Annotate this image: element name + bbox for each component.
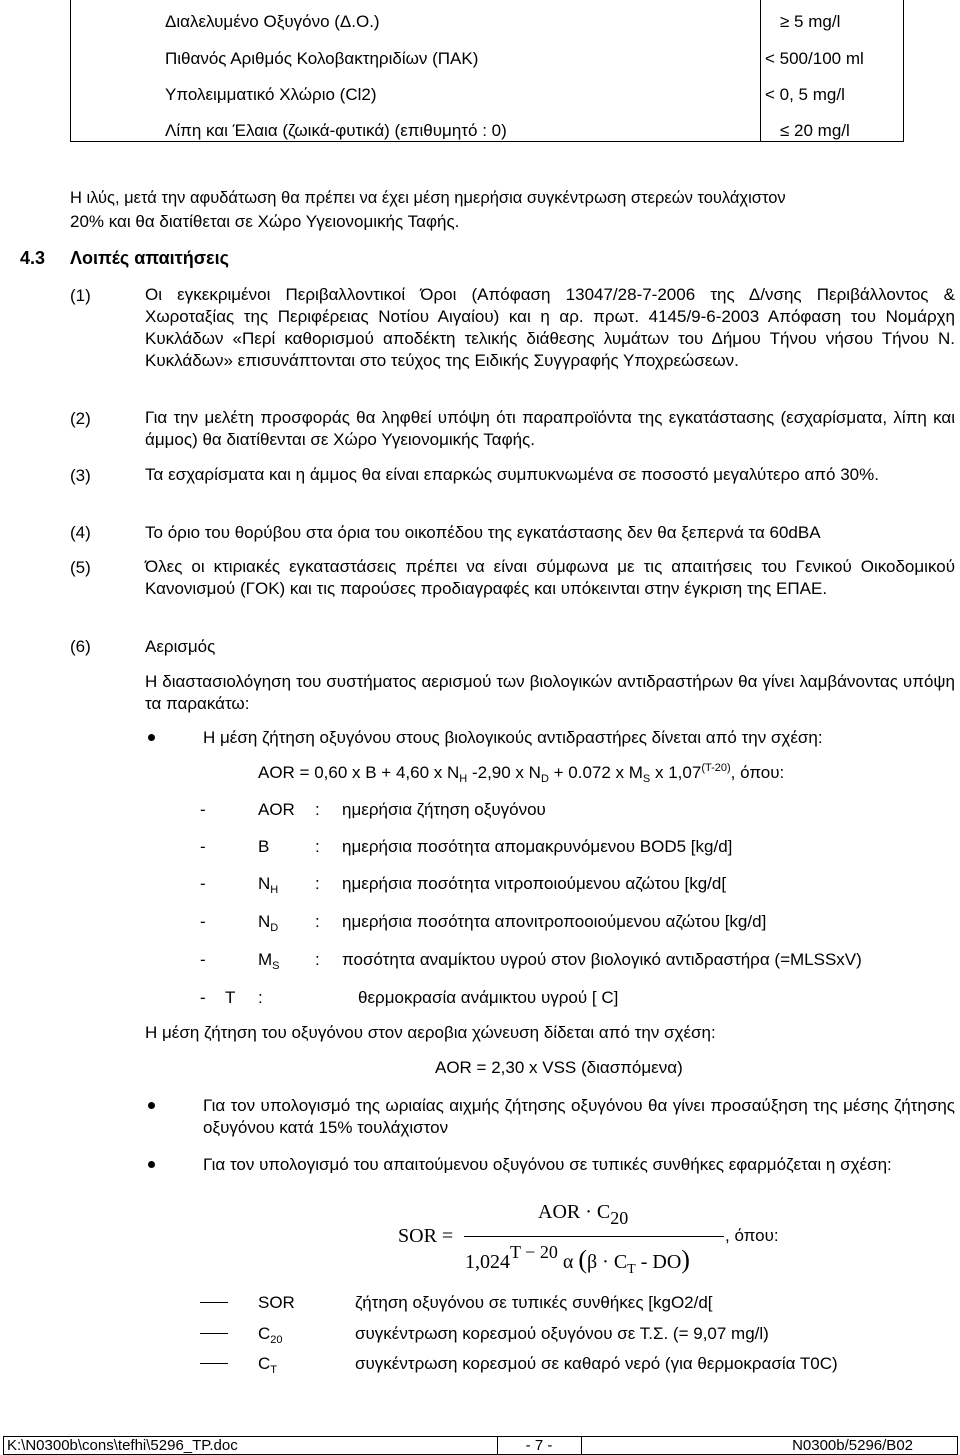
def-desc-nd: ημερήσια ποσότητα απονιτροποοιούμενου αζώτου [kg/d] bbox=[342, 912, 767, 931]
item-number-6: (6) bbox=[70, 637, 91, 656]
sor-fraction-bar bbox=[464, 1236, 724, 1237]
table-value-2: < 500/100 ml bbox=[765, 49, 864, 68]
sor-lhs: SOR = bbox=[398, 1225, 454, 1247]
formula-aor-sup: (T-20) bbox=[701, 762, 731, 774]
formula-aor-sub: H bbox=[459, 773, 468, 785]
footer-file-path: K:\N0300b\cons\tefhi\5296_TP.doc bbox=[7, 1437, 238, 1454]
sor-denominator bbox=[465, 1242, 690, 1277]
bullet-2 bbox=[148, 1102, 155, 1109]
def-symbol-aor bbox=[258, 800, 295, 820]
def-symbol-nd bbox=[258, 912, 278, 932]
def-symbol-text: AOR bbox=[258, 800, 295, 819]
sor-den-beta: β · C bbox=[586, 1251, 628, 1273]
table-column-divider bbox=[760, 0, 761, 141]
table-value-1: ≥ 5 mg/l bbox=[780, 12, 841, 31]
def-symbol-ms bbox=[258, 950, 280, 970]
def-desc-ms: ποσότητα αναμίκτου υγρού στον βιολογικό αντιδραστήρα (=MLSSxV) bbox=[342, 950, 862, 969]
sor-def-desc: συγκέντρωση κορεσμού οξυγόνου σε Τ.Σ. (= 9,07 mg/l) bbox=[355, 1324, 769, 1343]
sor-def-symbol bbox=[258, 1324, 283, 1344]
sor-numerator-text: AOR · C bbox=[538, 1201, 611, 1223]
sor-den-paren: ( bbox=[578, 1245, 587, 1274]
sor-den-alpha: α bbox=[562, 1251, 574, 1273]
table-param-4: Λίπη και Έλαια (ζωικά-φυτικά) (επιθυμητό : 0) bbox=[165, 121, 507, 140]
footer-divider bbox=[581, 1437, 582, 1454]
sor-den-minus: - DO bbox=[640, 1251, 682, 1273]
def-dash: - bbox=[200, 912, 206, 931]
def-dash: - bbox=[200, 800, 206, 819]
item-text-3: Τα εσχαρίσματα και η άμμος θα είναι επαρκώς συμπυκνωμένα σε ποσοστό μεγαλύτερο από 30%. bbox=[145, 465, 879, 484]
table-value-4: ≤ 20 mg/l bbox=[780, 121, 850, 140]
aerobic-digestion-text: Η μέση ζήτηση του οξυγόνου στον αεροβια χώνευση δίδεται από την σχέση: bbox=[145, 1023, 716, 1042]
sor-def-symbol bbox=[258, 1354, 277, 1374]
formula-aor bbox=[258, 763, 784, 783]
sor-def-symbol-text: C bbox=[258, 1354, 271, 1373]
item-text-2: Για την μελέτη προσφοράς θα ληφθεί υπόψη ότι παραπροϊόντα της εγκατάστασης (εσχαρίσματα, λίπη και άμμος) θα διατίθενται σε Χώρο Υγειονομικής Ταφής. bbox=[145, 408, 955, 449]
def-dash: - bbox=[200, 988, 206, 1007]
def-symbol-text: N bbox=[258, 912, 271, 931]
sor-def-desc: ζήτηση οξυγόνου σε τυπικές συνθήκες [kgO2/d[ bbox=[355, 1293, 713, 1312]
sor-numerator bbox=[538, 1200, 629, 1228]
def-symbol-text: M bbox=[258, 950, 273, 969]
sor-def-symbol-sub: T bbox=[270, 1364, 278, 1376]
sor-den-sub: T bbox=[627, 1262, 636, 1277]
sor-tail: , όπου: bbox=[725, 1226, 779, 1245]
def-symbol-nh bbox=[258, 874, 278, 894]
item-text-6: Αερισμός bbox=[145, 637, 216, 656]
aeration-bullet-2: Για τον υπολογισμό της ωριαίας αιχμής ζήτησης οξυγόνου θα γίνει προσαύξηση της μέσης ζήτησης οξυγόνου κατά 15% τουλάχιστον bbox=[203, 1096, 955, 1137]
footer-doc-code: N0300b/5296/B02 bbox=[792, 1437, 913, 1454]
def-colon: : bbox=[315, 800, 320, 819]
def-symbol-text: N bbox=[258, 874, 271, 893]
aeration-bullet-1: Η μέση ζήτηση οξυγόνου στους βιολογικούς αντιδραστήρες δίνεται από την σχέση: bbox=[203, 728, 823, 747]
def-desc-b: ημερήσια ποσότητα απομακρυνόμενου BOD5 [kg/d] bbox=[342, 837, 733, 856]
aeration-bullet-3: Για τον υπολογισμό του απαιτούμενου οξυγόνου σε τυπικές συνθήκες εφαρμόζεται η σχέση: bbox=[203, 1155, 892, 1174]
item-text-4: Το όριο του θορύβου στα όρια του οικοπέδου της εγκατάστασης δεν θα ξεπερνά τα 60dBA bbox=[145, 523, 821, 542]
item-number-1: (1) bbox=[70, 286, 91, 305]
sor-numerator-sub: 20 bbox=[610, 1208, 629, 1228]
def-symbol-sub: D bbox=[270, 922, 279, 934]
bullet-3 bbox=[148, 1161, 155, 1168]
item-number-2: (2) bbox=[70, 409, 91, 428]
formula-aor-sub: S bbox=[642, 773, 651, 785]
def-dash: - bbox=[200, 874, 206, 893]
formula-aor-sub: D bbox=[540, 773, 549, 785]
item-text-5: Όλες οι κτιριακές εγκαταστάσεις πρέπει να είναι σύμφωνα με τις απαιτήσεις του Γενικού Οικοδομικού Κανονισμού (ΓΟΚ) και τις παρούσες προδιαγραφές και υπόκεινται στην έγκριση της ΕΠΑΕ. bbox=[145, 557, 955, 598]
def-colon: : bbox=[315, 950, 320, 969]
table-param-1: Διαλελυμένο Οξυγόνο (Δ.Ο.) bbox=[165, 12, 380, 31]
def-dash: - bbox=[200, 837, 206, 856]
sor-def-dash bbox=[200, 1302, 228, 1303]
sor-den-paren: ) bbox=[681, 1245, 690, 1274]
formula-aor-vss: AOR = 2,30 x VSS (διασπόμενα) bbox=[435, 1058, 683, 1077]
table-param-2: Πιθανός Αριθμός Κολοβακτηριδίων (ΠΑΚ) bbox=[165, 49, 479, 68]
sor-def-desc: συγκέντρωση κορεσμού σε καθαρό νερό (για θερμοκρασία Τ0C) bbox=[355, 1354, 838, 1373]
sor-def-symbol-text: SOR bbox=[258, 1293, 295, 1312]
def-desc-t: θερμοκρασία ανάμικτου υγρού [ C] bbox=[358, 988, 619, 1007]
formula-aor-part: x 1,07 bbox=[650, 763, 702, 782]
def-symbol-b bbox=[258, 837, 269, 857]
sor-def-symbol-text: C bbox=[258, 1324, 271, 1343]
sludge-note-line2: 20% και θα διατίθεται σε Χώρο Υγειονομικής Ταφής. bbox=[70, 212, 460, 231]
def-symbol-sub: H bbox=[270, 884, 279, 896]
def-colon: : bbox=[315, 912, 320, 931]
section-title: Λοιπές απαιτήσεις bbox=[70, 248, 229, 268]
item-number-5: (5) bbox=[70, 558, 91, 577]
def-desc-nh: ημερήσια ποσότητα νιτροποιούμενου αζώτου [kg/d[ bbox=[342, 874, 727, 893]
def-symbol-text: B bbox=[258, 837, 270, 856]
def-symbol-sub: S bbox=[272, 960, 280, 972]
formula-aor-part: AOR = 0,60 x B + 4,60 x N bbox=[258, 763, 460, 782]
footer-page-number: - 7 - bbox=[525, 1437, 553, 1454]
sor-den-base: 1,024 bbox=[465, 1251, 510, 1273]
sor-def-symbol-sub: 20 bbox=[270, 1334, 283, 1346]
def-symbol-t: T bbox=[225, 988, 236, 1007]
def-desc-aor: ημερήσια ζήτηση οξυγόνου bbox=[342, 800, 546, 819]
table-value-3: < 0, 5 mg/l bbox=[765, 85, 845, 104]
item-text-1: Οι εγκεκριμένοι Περιβαλλοντικοί Όροι (Απόφαση 13047/28-7-2006 της Δ/νσης Περιβάλλοντος & Χωροταξίας της Περιφέρειας Νοτίου Αιγαίου) και η αρ. πρωτ. 4145/9-6-2003 Απόφαση του Νομάρχη Κυκλάδων «Περί καθορισμού αποδέκτη τελικής διάθεσης λυμάτων του Δήμου Τήνου νήσου Τήνου Ν. Κυκλάδων» επισυνάπτονται στο τεύχος της Ειδικής Συγγραφής Υποχρεώσεων. bbox=[145, 285, 955, 370]
formula-aor-part: -2,90 x N bbox=[467, 763, 541, 782]
bullet-1 bbox=[148, 734, 155, 741]
sor-def-dash bbox=[200, 1363, 228, 1364]
item-number-4: (4) bbox=[70, 523, 91, 542]
def-dash: - bbox=[200, 950, 206, 969]
formula-aor-part: , όπου: bbox=[730, 763, 785, 782]
aeration-intro: Η διαστασιολόγηση του συστήματος αερισμού των βιολογικών αντιδραστήρων θα γίνει λαμβάνοντας υπόψη τα παρακάτω: bbox=[145, 672, 955, 713]
formula-aor-part: + 0.072 x M bbox=[548, 763, 643, 782]
item-number-3: (3) bbox=[70, 466, 91, 485]
def-colon: : bbox=[258, 988, 263, 1007]
table-param-3: Υπολειμματικό Χλώριο (Cl2) bbox=[165, 85, 377, 104]
section-number: 4.3 bbox=[20, 248, 46, 268]
page-footer bbox=[3, 1436, 958, 1455]
sludge-note-line1: Η ιλύς, μετά την αφυδάτωση θα πρέπει να έχει μέση ημερήσια συγκέντρωση στερεών τουλάχιστον bbox=[70, 189, 786, 207]
sor-def-symbol bbox=[258, 1293, 295, 1313]
sor-def-dash bbox=[200, 1333, 228, 1334]
def-colon: : bbox=[315, 874, 320, 893]
sor-den-exponent: T − 20 bbox=[510, 1242, 558, 1262]
def-colon: : bbox=[315, 837, 320, 856]
